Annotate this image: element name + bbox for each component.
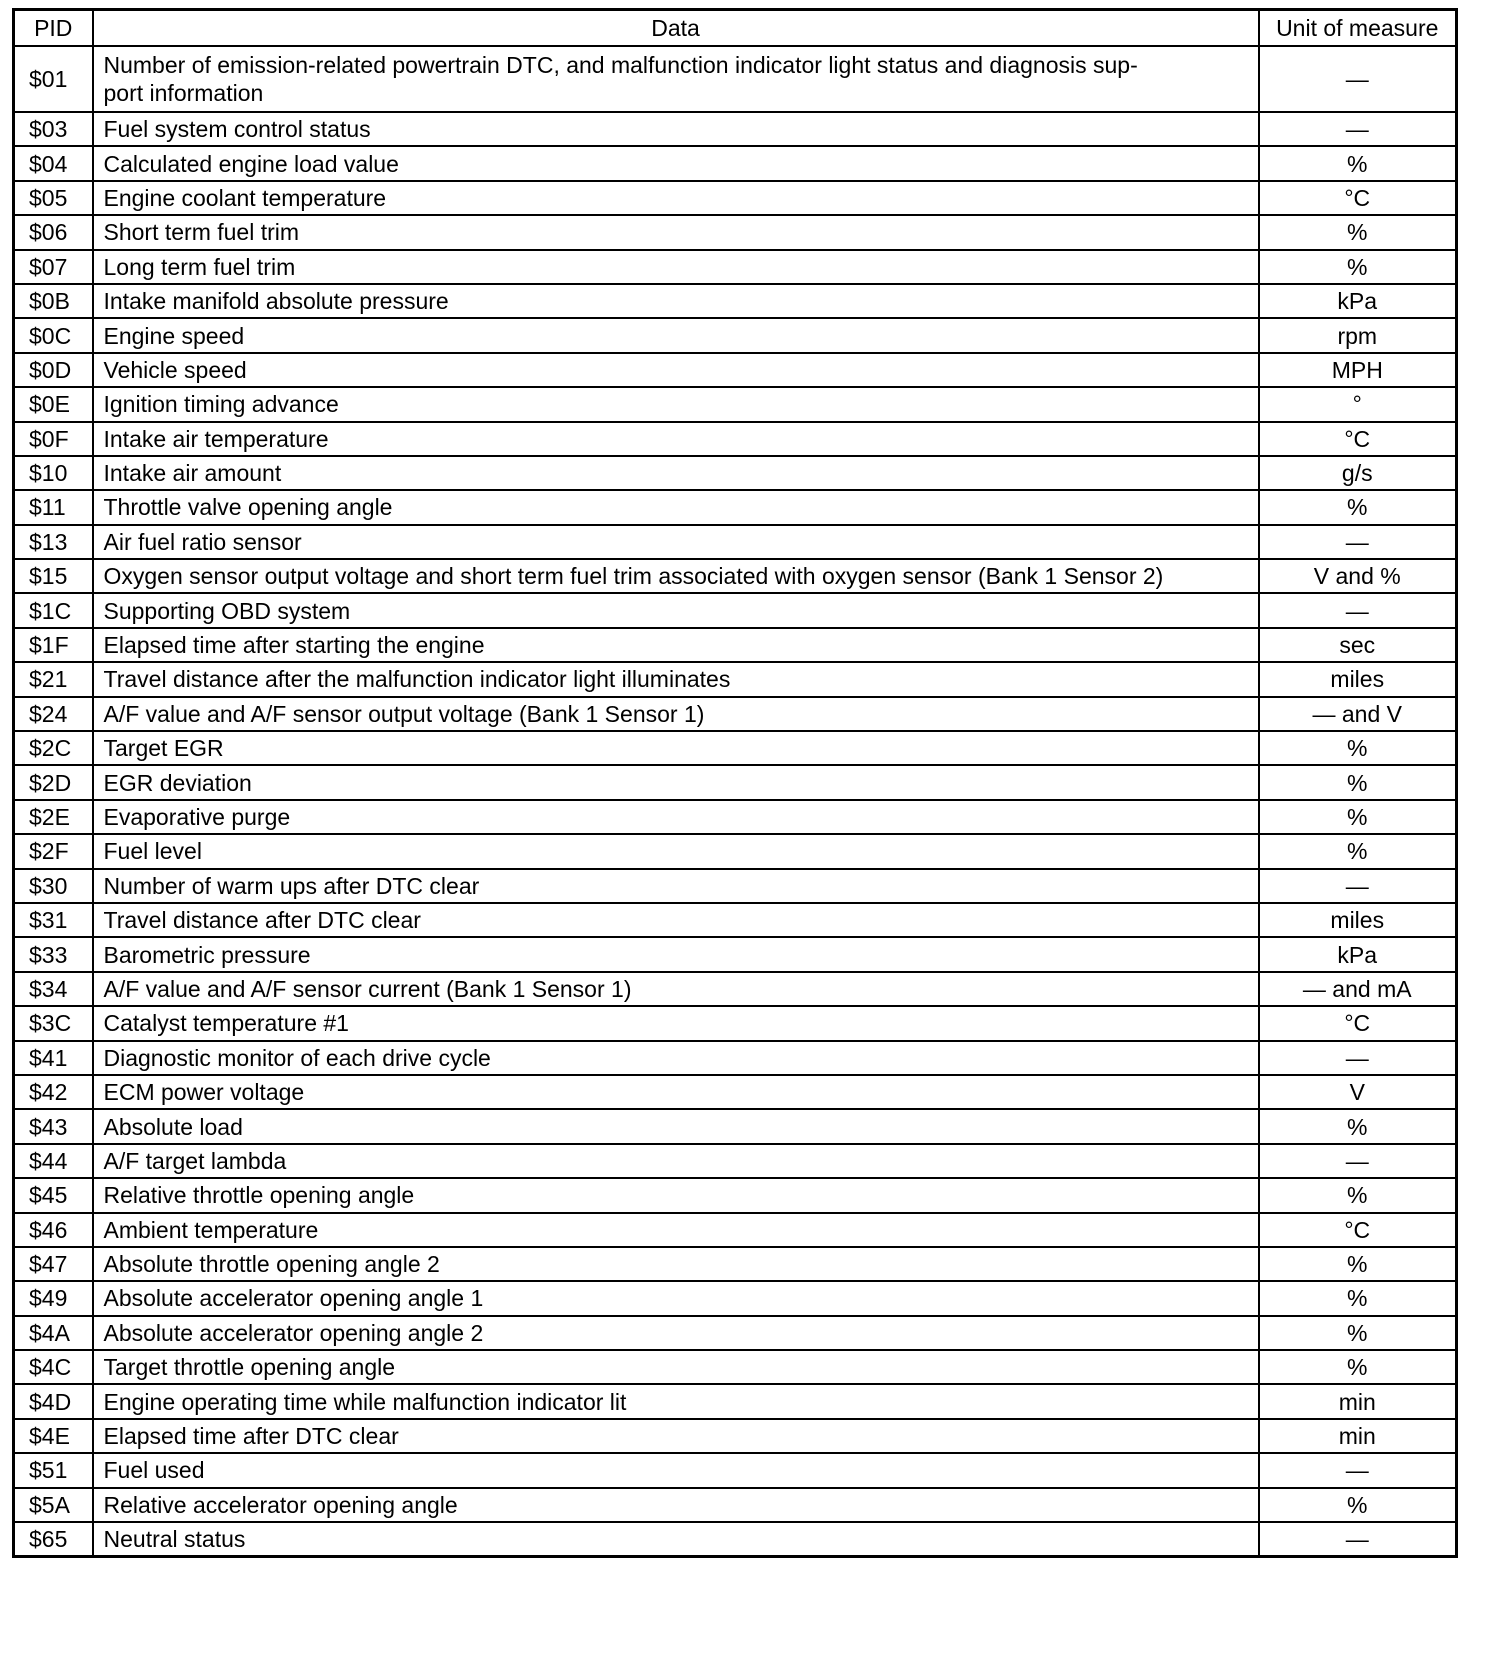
pid-cell: $07: [14, 250, 93, 284]
unit-cell: %: [1259, 1178, 1457, 1212]
table-row: [14, 1488, 1457, 1522]
pid-cell: $44: [14, 1144, 93, 1178]
data-cell: Throttle valve opening angle: [93, 490, 1259, 524]
header-row: [14, 10, 1457, 47]
table-row: [14, 112, 1457, 146]
pid-cell: $5A: [14, 1488, 93, 1522]
pid-cell: $3C: [14, 1006, 93, 1040]
data-cell: Target EGR: [93, 731, 1259, 765]
data-cell: Evaporative purge: [93, 800, 1259, 834]
data-cell: Intake air amount: [93, 456, 1259, 490]
pid-cell: $4A: [14, 1316, 93, 1350]
pid-cell: $51: [14, 1453, 93, 1487]
table-row: [14, 456, 1457, 490]
unit-cell: —: [1259, 1041, 1457, 1075]
pid-cell: $1C: [14, 593, 93, 627]
unit-cell: —: [1259, 1522, 1457, 1557]
pid-cell: $0B: [14, 284, 93, 318]
data-cell: Absolute throttle opening angle 2: [93, 1247, 1259, 1281]
pid-cell: $30: [14, 869, 93, 903]
data-cell: Calculated engine load value: [93, 146, 1259, 180]
data-cell: Intake manifold absolute pressure: [93, 284, 1259, 318]
data-cell: Neutral status: [93, 1522, 1259, 1557]
pid-cell: $4E: [14, 1419, 93, 1453]
table-row: [14, 1316, 1457, 1350]
data-cell: Fuel used: [93, 1453, 1259, 1487]
data-cell: Oxygen sensor output voltage and short term fuel trim associated with oxygen sensor (Bank 1 Sensor 2): [93, 559, 1259, 593]
table-row: [14, 937, 1457, 971]
data-cell: Ambient temperature: [93, 1213, 1259, 1247]
pid-cell: $0D: [14, 353, 93, 387]
pid-cell: $11: [14, 490, 93, 524]
data-cell: Fuel level: [93, 834, 1259, 868]
table-row: [14, 387, 1457, 421]
pid-cell: $45: [14, 1178, 93, 1212]
table-row: [14, 490, 1457, 524]
data-line-2: port information: [103, 80, 264, 106]
unit-cell: %: [1259, 834, 1457, 868]
pid-cell: $1F: [14, 628, 93, 662]
data-cell: A/F value and A/F sensor current (Bank 1 Sensor 1): [93, 972, 1259, 1006]
unit-cell: MPH: [1259, 353, 1457, 387]
pid-cell: $0E: [14, 387, 93, 421]
table-row: [14, 903, 1457, 937]
pid-cell: $31: [14, 903, 93, 937]
unit-cell: %: [1259, 1281, 1457, 1315]
table-row: [14, 318, 1457, 352]
data-cell: EGR deviation: [93, 765, 1259, 799]
unit-cell: miles: [1259, 662, 1457, 696]
pid-cell: $21: [14, 662, 93, 696]
table-row: [14, 46, 1457, 112]
pid-cell: $10: [14, 456, 93, 490]
data-cell: A/F target lambda: [93, 1144, 1259, 1178]
data-cell: Absolute accelerator opening angle 2: [93, 1316, 1259, 1350]
table-row: [14, 869, 1457, 903]
unit-cell: —: [1259, 869, 1457, 903]
table-row: [14, 972, 1457, 1006]
unit-cell: —: [1259, 525, 1457, 559]
table-row: [14, 1109, 1457, 1143]
unit-cell: %: [1259, 1350, 1457, 1384]
data-cell: Target throttle opening angle: [93, 1350, 1259, 1384]
table-row: [14, 1178, 1457, 1212]
table-row: [14, 1384, 1457, 1418]
unit-cell: —: [1259, 1144, 1457, 1178]
table-row: [14, 1144, 1457, 1178]
table-row: [14, 215, 1457, 249]
data-cell: Ignition timing advance: [93, 387, 1259, 421]
table-row: [14, 525, 1457, 559]
unit-cell: sec: [1259, 628, 1457, 662]
unit-cell: —: [1259, 1453, 1457, 1487]
data-cell: Diagnostic monitor of each drive cycle: [93, 1041, 1259, 1075]
table-row: [14, 1419, 1457, 1453]
data-cell: Catalyst temperature #1: [93, 1006, 1259, 1040]
data-cell: Vehicle speed: [93, 353, 1259, 387]
pid-cell: $2E: [14, 800, 93, 834]
table-row: [14, 1350, 1457, 1384]
pid-cell: $2D: [14, 765, 93, 799]
header-pid: PID: [14, 10, 93, 47]
pid-cell: $49: [14, 1281, 93, 1315]
data-cell: [93, 46, 1259, 112]
pid-cell: $06: [14, 215, 93, 249]
pid-cell: $47: [14, 1247, 93, 1281]
pid-cell: $65: [14, 1522, 93, 1557]
unit-cell: kPa: [1259, 937, 1457, 971]
table-row: [14, 1041, 1457, 1075]
data-cell: Barometric pressure: [93, 937, 1259, 971]
data-cell: Fuel system control status: [93, 112, 1259, 146]
unit-cell: g/s: [1259, 456, 1457, 490]
data-line-1: Number of emission-related powertrain DTC, and malfunction indicator light status and diagnosis sup-: [103, 52, 1138, 78]
data-cell: Long term fuel trim: [93, 250, 1259, 284]
table-row: [14, 731, 1457, 765]
table-row: [14, 1247, 1457, 1281]
data-cell: Supporting OBD system: [93, 593, 1259, 627]
unit-cell: %: [1259, 1488, 1457, 1522]
unit-cell: rpm: [1259, 318, 1457, 352]
table-row: [14, 146, 1457, 180]
data-cell: Elapsed time after DTC clear: [93, 1419, 1259, 1453]
table-row: [14, 593, 1457, 627]
data-cell: Engine operating time while malfunction indicator lit: [93, 1384, 1259, 1418]
data-cell: Elapsed time after starting the engine: [93, 628, 1259, 662]
pid-cell: $33: [14, 937, 93, 971]
unit-cell: %: [1259, 800, 1457, 834]
data-cell: Engine coolant temperature: [93, 181, 1259, 215]
unit-cell: °: [1259, 387, 1457, 421]
unit-cell: kPa: [1259, 284, 1457, 318]
unit-cell: —: [1259, 112, 1457, 146]
unit-cell: %: [1259, 765, 1457, 799]
pid-cell: $34: [14, 972, 93, 1006]
pid-table: [12, 8, 1458, 1558]
unit-cell: —: [1259, 593, 1457, 627]
data-cell: Travel distance after DTC clear: [93, 903, 1259, 937]
table-row: [14, 353, 1457, 387]
unit-cell: °C: [1259, 422, 1457, 456]
pid-cell: $2F: [14, 834, 93, 868]
table-row: [14, 834, 1457, 868]
data-cell: Travel distance after the malfunction indicator light illuminates: [93, 662, 1259, 696]
table-row: [14, 181, 1457, 215]
unit-cell: min: [1259, 1419, 1457, 1453]
pid-cell: $0F: [14, 422, 93, 456]
unit-cell: —: [1259, 46, 1457, 112]
unit-cell: %: [1259, 490, 1457, 524]
pid-cell: $24: [14, 697, 93, 731]
pid-cell: $4D: [14, 1384, 93, 1418]
pid-cell: $03: [14, 112, 93, 146]
table-row: [14, 422, 1457, 456]
pid-cell: $2C: [14, 731, 93, 765]
table-row: [14, 1075, 1457, 1109]
pid-cell: $42: [14, 1075, 93, 1109]
pid-cell: $05: [14, 181, 93, 215]
pid-cell: $15: [14, 559, 93, 593]
unit-cell: miles: [1259, 903, 1457, 937]
table-row: [14, 250, 1457, 284]
unit-cell: min: [1259, 1384, 1457, 1418]
unit-cell: %: [1259, 731, 1457, 765]
pid-cell: $0C: [14, 318, 93, 352]
data-cell: Short term fuel trim: [93, 215, 1259, 249]
data-cell: ECM power voltage: [93, 1075, 1259, 1109]
data-cell: Intake air temperature: [93, 422, 1259, 456]
unit-cell: %: [1259, 1316, 1457, 1350]
data-cell: A/F value and A/F sensor output voltage (Bank 1 Sensor 1): [93, 697, 1259, 731]
table-row: [14, 1281, 1457, 1315]
table-row: [14, 559, 1457, 593]
pid-cell: $43: [14, 1109, 93, 1143]
unit-cell: %: [1259, 215, 1457, 249]
table-row: [14, 765, 1457, 799]
header-unit: Unit of measure: [1259, 10, 1457, 47]
unit-cell: °C: [1259, 1213, 1457, 1247]
unit-cell: %: [1259, 250, 1457, 284]
data-cell: Relative throttle opening angle: [93, 1178, 1259, 1212]
unit-cell: V and %: [1259, 559, 1457, 593]
table-row: [14, 628, 1457, 662]
pid-cell: $01: [14, 46, 93, 112]
unit-cell: — and V: [1259, 697, 1457, 731]
unit-cell: °C: [1259, 181, 1457, 215]
table-row: [14, 1006, 1457, 1040]
data-cell: Air fuel ratio sensor: [93, 525, 1259, 559]
unit-cell: °C: [1259, 1006, 1457, 1040]
table-row: [14, 1213, 1457, 1247]
table-row: [14, 1453, 1457, 1487]
data-cell: Absolute accelerator opening angle 1: [93, 1281, 1259, 1315]
data-cell: Engine speed: [93, 318, 1259, 352]
pid-cell: $41: [14, 1041, 93, 1075]
table-row: [14, 697, 1457, 731]
unit-cell: %: [1259, 146, 1457, 180]
data-cell: Number of warm ups after DTC clear: [93, 869, 1259, 903]
unit-cell: — and mA: [1259, 972, 1457, 1006]
pid-cell: $13: [14, 525, 93, 559]
pid-cell: $4C: [14, 1350, 93, 1384]
pid-cell: $46: [14, 1213, 93, 1247]
pid-cell: $04: [14, 146, 93, 180]
data-cell: Relative accelerator opening angle: [93, 1488, 1259, 1522]
table-row: [14, 800, 1457, 834]
unit-cell: V: [1259, 1075, 1457, 1109]
table-row: [14, 1522, 1457, 1557]
unit-cell: %: [1259, 1247, 1457, 1281]
header-data: Data: [93, 10, 1259, 47]
data-cell: Absolute load: [93, 1109, 1259, 1143]
table-row: [14, 662, 1457, 696]
table-row: [14, 284, 1457, 318]
unit-cell: %: [1259, 1109, 1457, 1143]
